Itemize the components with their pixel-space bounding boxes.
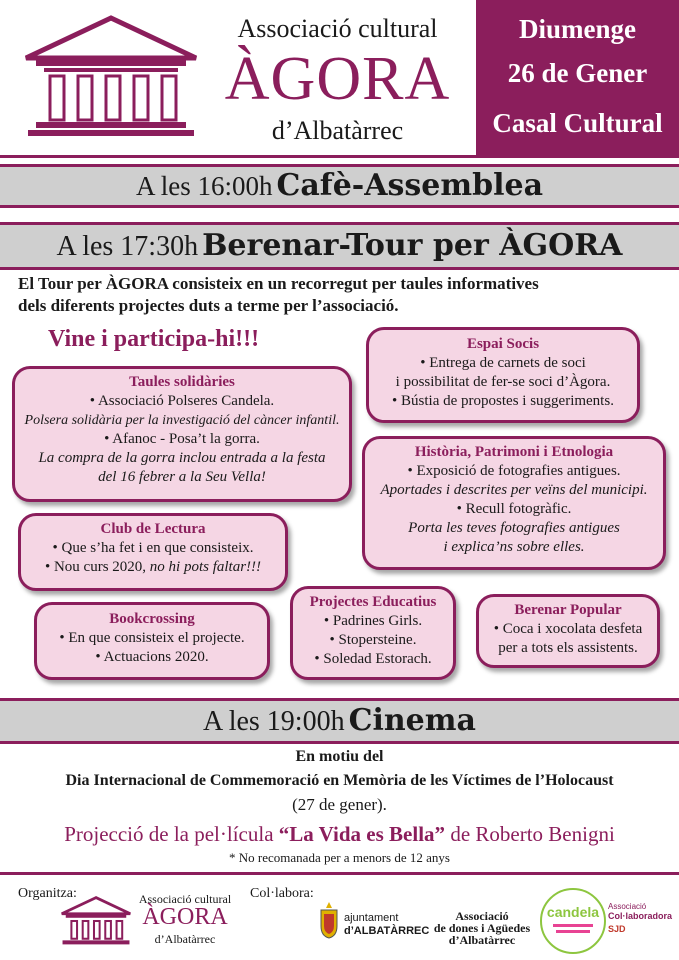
box-line: • Associació Polseres Candela. bbox=[89, 393, 275, 409]
box-title: Projectes Educatius bbox=[309, 594, 437, 610]
temple-logo-small-icon bbox=[60, 896, 132, 946]
box-line: del 16 febrer a la Seu Vella! bbox=[98, 469, 266, 485]
box-projectes-educatius bbox=[290, 586, 456, 680]
date-day: Diumenge bbox=[519, 14, 636, 44]
box-title: Bookcrossing bbox=[109, 611, 195, 627]
date-box bbox=[476, 0, 679, 155]
event-time: A les 17:30h bbox=[56, 231, 199, 262]
colabora-label: Col·labora: bbox=[250, 886, 314, 901]
divider bbox=[0, 872, 679, 875]
box-espai-socis bbox=[366, 327, 640, 423]
box-line: • Exposició de fotografies antigues. bbox=[407, 463, 621, 479]
event-band-tour bbox=[0, 222, 679, 270]
box-line: • Soledad Estorach. bbox=[314, 651, 432, 667]
box-line: • Stopersteine. bbox=[329, 632, 417, 648]
box-line: Aportades i descrites per veïns del municipi. bbox=[380, 482, 648, 498]
box-club-lectura bbox=[18, 513, 288, 591]
date-date: 26 de Gener bbox=[507, 58, 648, 88]
box-berenar-popular bbox=[476, 594, 660, 668]
box-line-part: no hi pots faltar!!! bbox=[149, 559, 262, 575]
event-title: Cafè-Assemblea bbox=[276, 168, 544, 203]
box-line: • En que consisteix el projecte. bbox=[59, 630, 245, 646]
colab-big: Col·laboradora bbox=[608, 911, 673, 921]
box-line: • Que s’ha fet i en que consisteix. bbox=[52, 540, 254, 556]
org-name-line3: d’Albatàrrec bbox=[271, 116, 404, 145]
box-line: Porta les teves fotografies antigues bbox=[408, 520, 620, 536]
candela-logo bbox=[540, 888, 606, 954]
box-line: per a tots els assistents. bbox=[498, 640, 638, 656]
box-title: Club de Lectura bbox=[100, 521, 206, 537]
ajuntament-line1: ajuntament bbox=[344, 912, 399, 924]
cinema-line1: En motiu del bbox=[295, 748, 384, 765]
box-line: i explica’ns sobre elles. bbox=[443, 539, 585, 555]
box-line: • Recull fotogràfic. bbox=[456, 501, 572, 517]
box-title: Berenar Popular bbox=[514, 602, 622, 618]
cinema-line3: (27 de gener). bbox=[292, 795, 387, 814]
box-line: • Afanoc - Posa’t la gorra. bbox=[104, 431, 260, 447]
dones-line: de dones i Agüedes bbox=[433, 921, 531, 935]
event-title: Cinema bbox=[348, 703, 476, 738]
tour-intro bbox=[18, 273, 658, 317]
sjd-text: SJD bbox=[608, 924, 626, 934]
box-line: • Padrines Girls. bbox=[323, 613, 423, 629]
candela-bar bbox=[553, 924, 593, 927]
box-bookcrossing bbox=[34, 602, 270, 680]
dones-logo bbox=[428, 910, 536, 946]
box-taules-solidaries bbox=[12, 366, 352, 502]
cinema-line2: Dia Internacional de Commemoració en Memòria de les Víctimes de l’Holocaust bbox=[65, 772, 614, 789]
box-line: Polsera solidària per la investigació del càncer infantil. bbox=[24, 413, 340, 428]
footer-org-line3: d’Albatàrrec bbox=[154, 932, 216, 946]
candela-text: candela bbox=[546, 904, 600, 920]
ajuntament-line2: d’ALBATÀRREC bbox=[344, 925, 430, 937]
box-line: • Coca i xocolata desfeta bbox=[493, 621, 643, 637]
box-line-part: • Nou curs 2020, bbox=[44, 559, 147, 575]
box-title: Espai Socis bbox=[466, 336, 540, 352]
film-line bbox=[0, 822, 679, 847]
box-line: i possibilitat de fer-se soci d’Àgora. bbox=[395, 374, 611, 390]
footer-org-line1: Associació cultural bbox=[138, 892, 232, 906]
box-line: • Bústia de propostes i suggeriments. bbox=[392, 393, 614, 409]
age-note: * No recomanada per a menors de 12 anys bbox=[229, 850, 450, 865]
box-historia bbox=[362, 436, 666, 570]
org-name-line1: Associació cultural bbox=[237, 14, 438, 43]
footer-org-line2: ÀGORA bbox=[142, 904, 228, 930]
ajuntament-shield-icon bbox=[318, 900, 340, 940]
box-line: • Actuacions 2020. bbox=[95, 649, 209, 665]
colab-small: Associació bbox=[608, 902, 647, 911]
colab-logo bbox=[608, 902, 676, 934]
event-time: A les 19:00h bbox=[203, 706, 345, 737]
film-title: “La Vida es Bella” bbox=[278, 822, 446, 846]
film-pre: Projecció de la pel·lícula bbox=[64, 822, 279, 846]
box-title: Taules solidàries bbox=[129, 374, 235, 390]
call-to-action: Vine i participa-hi!!! bbox=[48, 326, 260, 352]
candela-bar bbox=[556, 930, 590, 933]
event-time: A les 16:00h bbox=[135, 171, 273, 201]
divider bbox=[0, 155, 679, 158]
dones-line: Associació bbox=[455, 909, 509, 923]
event-band-cinema bbox=[0, 698, 679, 744]
event-band-cafe bbox=[0, 164, 679, 208]
box-line: • Entrega de carnets de soci bbox=[420, 355, 586, 371]
intro-line: El Tour per ÀGORA consisteix en un recorregut per taules informatives bbox=[18, 274, 539, 293]
box-line bbox=[21, 558, 285, 577]
intro-line: dels diferents projectes duts a terme per l’associació. bbox=[18, 296, 399, 315]
dones-line: d’Albatàrrec bbox=[448, 933, 516, 947]
organitza-label: Organitza: bbox=[18, 886, 77, 901]
org-name-agora: ÀGORA bbox=[224, 45, 451, 113]
box-title: Història, Patrimoni i Etnologia bbox=[414, 444, 614, 460]
box-line: La compra de la gorra inclou entrada a la festa bbox=[38, 450, 326, 466]
temple-logo-icon bbox=[22, 14, 200, 138]
event-title: Berenar-Tour per ÀGORA bbox=[202, 228, 623, 263]
date-place: Casal Cultural bbox=[492, 108, 663, 138]
film-post: de Roberto Benigni bbox=[445, 822, 615, 846]
